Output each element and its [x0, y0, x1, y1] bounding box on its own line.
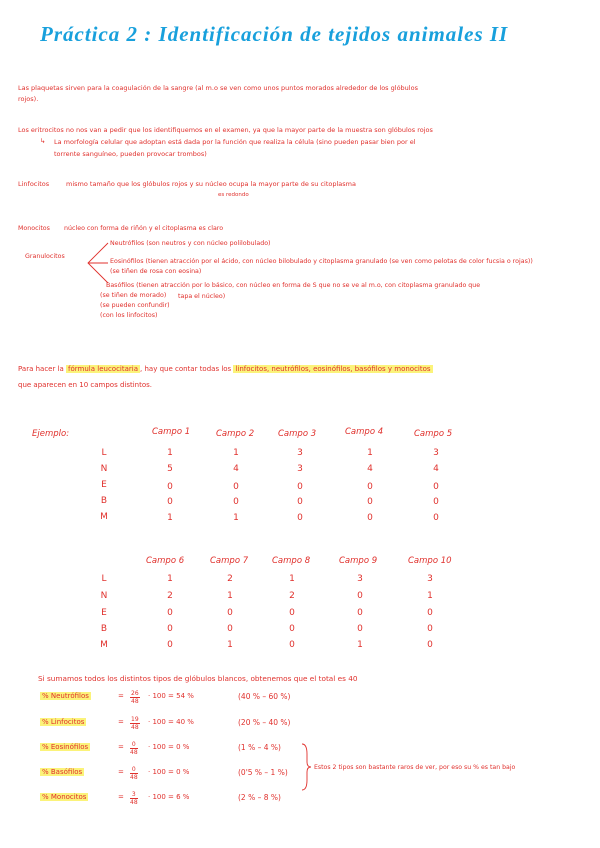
linfocitos-note: es redondo	[218, 192, 249, 198]
fraction-denominator: 48	[130, 749, 138, 756]
fraction-denominator: 48	[131, 698, 139, 705]
equals-sign: =	[118, 793, 124, 801]
pct-label-wrap	[40, 793, 88, 801]
row-label-l: L	[101, 448, 107, 458]
basofilos-note-1: (se tiñen de morado)	[100, 292, 167, 299]
table-cell: 0	[167, 608, 173, 618]
table2-header-4: Campo 9	[339, 556, 378, 566]
table-cell: 0	[357, 608, 363, 618]
table-cell: 1	[167, 513, 173, 523]
table-cell: 0	[427, 640, 433, 650]
fraction	[130, 788, 138, 807]
table-cell: 2	[167, 591, 173, 601]
table2-header-3: Campo 8	[272, 556, 311, 566]
table1-header-1: Campo 1	[152, 427, 191, 437]
table-cell: 3	[433, 448, 439, 458]
eritrocitos-line-1: Los eritrocitos no nos van a pedir que los identifiquemos en el examen, ya que la mayor parte de la muestra son glóbulos rojos	[18, 126, 433, 134]
table-cell: 2	[289, 591, 295, 601]
pct-range: (1 % – 4 %)	[238, 743, 281, 752]
equals-sign: =	[118, 692, 124, 700]
pct-range: (2 % – 8 %)	[238, 793, 281, 802]
monocitos-text: núcleo con forma de riñón y el citoplasma es claro	[64, 225, 224, 232]
table-cell: 0	[167, 482, 173, 492]
equals-sign: =	[118, 718, 124, 726]
table-cell: 4	[233, 464, 239, 474]
table-cell: 0	[433, 513, 439, 523]
equals-sign: =	[118, 743, 124, 751]
table-cell: 4	[367, 464, 373, 474]
pct-calc: · 100 = 54 %	[148, 692, 194, 700]
basofilos-text-2: tapa el núcleo)	[178, 293, 226, 300]
fraction-numerator: 3	[131, 791, 136, 798]
table2-header-5: Campo 10	[408, 556, 452, 566]
sum-text: Si sumamos todos los distintos tipos de glóbulos blancos, obtenemos que el total es 40	[38, 674, 358, 683]
eosinofilos-note: (se tiñen de rosa con eosina)	[110, 268, 202, 275]
table2-header-1: Campo 6	[146, 556, 185, 566]
table-cell: 0	[167, 640, 173, 650]
eritrocitos-line-2: La morfología celular que adoptan está dada por la función que realiza la célula (sino pueden pasar bien por el	[54, 138, 416, 146]
row-label-n: N	[100, 464, 108, 474]
table-cell: 0	[427, 624, 433, 634]
row-label-n: N	[100, 591, 108, 601]
table-cell: 3	[357, 574, 363, 584]
fraction	[130, 687, 140, 706]
table-cell: 0	[289, 640, 295, 650]
linfocitos-label: Linfocitos	[18, 180, 50, 188]
pct-label: % Eosinófilos	[42, 743, 89, 751]
pct-range: (40 % – 60 %)	[238, 692, 291, 701]
pct-range: (0'5 % – 1 %)	[238, 768, 288, 777]
bracket-arrows-icon	[86, 240, 110, 286]
formula-mid: , hay que contar todas los	[140, 365, 232, 373]
basofilos-note-3: (con los linfocitos)	[100, 312, 158, 319]
table-cell: 1	[167, 448, 173, 458]
monocitos-label: Monocitos	[18, 225, 50, 232]
page-title: Práctica 2 : Identificación de tejidos animales II	[40, 22, 509, 46]
table-cell: 0	[433, 482, 439, 492]
arrow-icon: ↳	[40, 137, 46, 145]
fraction	[130, 738, 138, 757]
table-cell: 0	[357, 624, 363, 634]
table-cell: 0	[297, 497, 303, 507]
pct-label: % Monocitos	[42, 793, 87, 801]
row-label-m: M	[100, 640, 108, 650]
formula-pre: Para hacer la	[18, 365, 64, 373]
table-cell: 0	[433, 497, 439, 507]
pct-label: % Neutrófilos	[42, 692, 89, 700]
fraction-denominator: 48	[130, 799, 138, 806]
pct-calc: · 100 = 6 %	[148, 793, 190, 801]
table2-header-2: Campo 7	[210, 556, 249, 566]
table-cell: 0	[297, 482, 303, 492]
table-cell: 0	[167, 624, 173, 634]
granulocitos-label: Granulocitos	[25, 253, 65, 260]
pct-calc: · 100 = 0 %	[148, 743, 190, 751]
table-cell: 0	[289, 624, 295, 634]
eritrocitos-line-3: torrente sanguíneo, pueden provocar trombos)	[54, 150, 207, 158]
basofilos-text: Basófilos (tienen atracción por lo básico, con núcleo en forma de S que no se ve al m.o, con citoplasma granulado que	[106, 282, 481, 289]
fraction-numerator: 26	[131, 690, 139, 697]
table-cell: 3	[427, 574, 433, 584]
pct-label-wrap	[40, 743, 90, 751]
row-label-e: E	[101, 480, 107, 490]
row-label-e: E	[101, 608, 107, 618]
table-cell: 0	[427, 608, 433, 618]
ejemplo-label: Ejemplo:	[32, 429, 70, 439]
table-cell: 1	[289, 574, 295, 584]
row-label-l: L	[101, 574, 107, 584]
table-cell: 1	[367, 448, 373, 458]
table-cell: 0	[367, 482, 373, 492]
table-cell: 0	[367, 513, 373, 523]
table-cell: 1	[227, 640, 233, 650]
formula-line-1	[18, 365, 433, 373]
table-cell: 3	[297, 464, 303, 474]
fraction-denominator: 48	[131, 724, 139, 731]
table-cell: 0	[357, 591, 363, 601]
rare-note: Estos 2 tipos son bastante raros de ver, por eso su % es tan bajo	[314, 764, 516, 771]
fraction-numerator: 0	[131, 741, 136, 748]
linfocitos-text: mismo tamaño que los glóbulos rojos y su núcleo ocupa la mayor parte de su citoplasma	[66, 180, 356, 188]
pct-label-wrap	[40, 692, 91, 700]
table-cell: 1	[427, 591, 433, 601]
table1-header-2: Campo 2	[216, 429, 255, 439]
table-cell: 1	[357, 640, 363, 650]
table-cell: 1	[233, 513, 239, 523]
plaquetas-line-2: rojos).	[18, 95, 39, 103]
table-cell: 5	[167, 464, 173, 474]
neutrofilos-text: Neutrófilos (son neutros y con núcleo polilobulado)	[110, 240, 271, 247]
table-cell: 0	[233, 482, 239, 492]
fraction	[130, 763, 138, 782]
table-cell: 1	[167, 574, 173, 584]
fraction-numerator: 0	[131, 766, 136, 773]
table-cell: 0	[289, 608, 295, 618]
table-cell: 4	[433, 464, 439, 474]
table-cell: 0	[227, 624, 233, 634]
formula-cells-highlight: linfocitos, neutrófilos, eosinófilos, basófilos y monocitos	[235, 365, 431, 373]
brace-icon	[300, 742, 312, 792]
table-cell: 0	[233, 497, 239, 507]
equals-sign: =	[118, 768, 124, 776]
row-label-b: B	[100, 624, 108, 634]
row-label-b: B	[100, 496, 108, 506]
basofilos-note-2: (se pueden confundir)	[100, 302, 170, 309]
pct-calc: · 100 = 0 %	[148, 768, 190, 776]
pct-label-wrap	[40, 718, 86, 726]
table-cell: 0	[367, 497, 373, 507]
pct-label: % Basófilos	[42, 768, 83, 776]
table-cell: 1	[227, 591, 233, 601]
table-cell: 2	[227, 574, 233, 584]
row-label-m: M	[100, 512, 108, 522]
formula-line-2: que aparecen en 10 campos distintos.	[18, 381, 152, 389]
fraction-denominator: 48	[130, 774, 138, 781]
eosinofilos-text: Eosinófilos (tienen atracción por el ácido, con núcleo bilobulado y citoplasma granulado (se ven como pelotas de color fucsia o rojas))	[110, 258, 533, 265]
fraction-numerator: 19	[131, 716, 139, 723]
table-cell: 0	[227, 608, 233, 618]
table1-header-4: Campo 4	[345, 427, 384, 437]
pct-label: % Linfocitos	[42, 718, 85, 726]
table-cell: 0	[297, 513, 303, 523]
table1-header-3: Campo 3	[278, 429, 317, 439]
table-cell: 3	[297, 448, 303, 458]
pct-calc: · 100 = 40 %	[148, 718, 194, 726]
pct-label-wrap	[40, 768, 84, 776]
pct-range: (20 % – 40 %)	[238, 718, 291, 727]
table-cell: 0	[167, 497, 173, 507]
table1-header-5: Campo 5	[414, 429, 453, 439]
plaquetas-line-1: Las plaquetas sirven para la coagulación de la sangre (al m.o se ven como unos puntos morados alrededor de los glóbulos	[18, 84, 418, 92]
table-cell: 1	[233, 448, 239, 458]
fraction	[130, 713, 140, 732]
formula-highlight: fórmula leucocitaria	[68, 365, 139, 373]
